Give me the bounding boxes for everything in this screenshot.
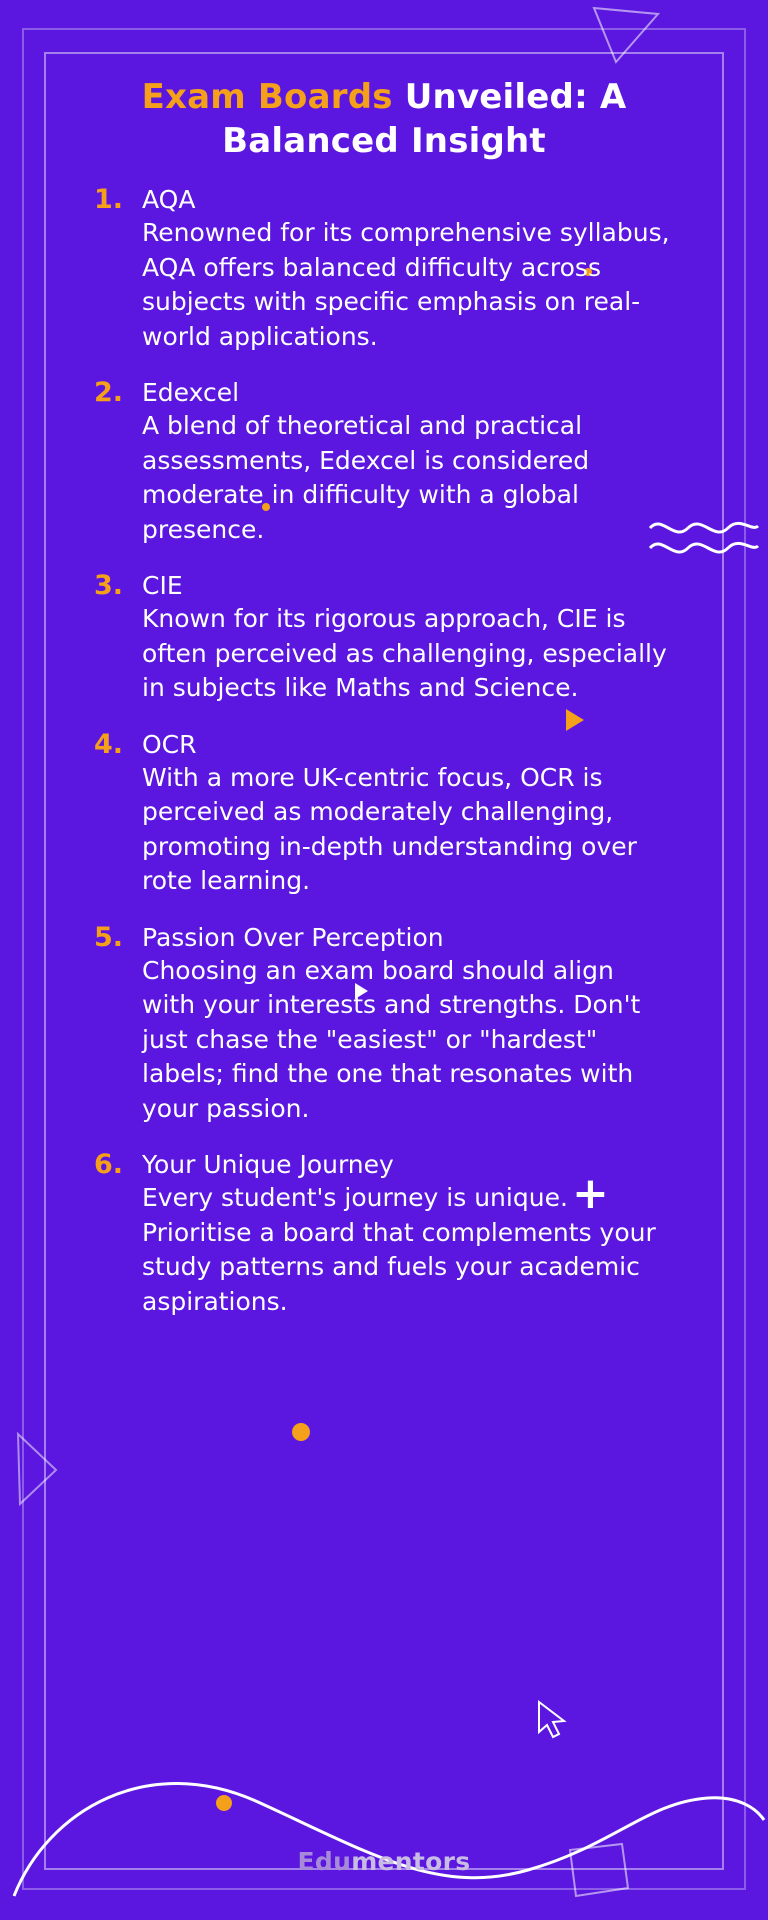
list-item-number: 6.: [94, 1149, 124, 1181]
list-item-title: Passion Over Perception: [142, 922, 444, 952]
cursor-arrow-icon: [535, 1700, 569, 1744]
page-title: [70, 60, 698, 169]
list-item-title: AQA: [142, 185, 196, 215]
list-item-description: Known for its rigorous approach, CIE is often perceived as challenging, especially in subjects like Maths and Science.: [142, 604, 667, 703]
list-item-description: Every student's journey is unique. Prioritise a board that complements your study patterns and fuels your academic aspirations.: [142, 1183, 656, 1316]
list-item: [88, 376, 670, 547]
tips-list: [70, 183, 698, 1319]
dot-decoration: [292, 1423, 310, 1441]
list-item-title: Edexcel: [142, 378, 240, 408]
list-item-description: A blend of theoretical and practical assessments, Edexcel is considered moderate in difficulty with a global presence.: [142, 411, 590, 544]
triangle-outline-left-icon: [14, 1430, 60, 1508]
list-item-description: Renowned for its comprehensive syllabus, AQA offers balanced difficulty across subjects with specific emphasis on real-world applications.: [142, 218, 670, 351]
brand-part-two: mentors: [351, 1847, 471, 1876]
list-item-description: With a more UK-centric focus, OCR is perceived as moderately challenging, promoting in-depth understanding over rote learning.: [142, 762, 637, 896]
brand-logo: [0, 1847, 768, 1876]
list-item: [88, 569, 670, 706]
list-item-number: 3.: [94, 570, 124, 602]
plus-icon: +: [572, 1168, 609, 1219]
title-highlight: Exam Boards: [141, 77, 393, 117]
title-rest: Unveiled: A Balanced Insight: [222, 77, 627, 161]
list-item-number: 5.: [94, 921, 124, 953]
list-item-title: CIE: [142, 571, 183, 601]
dot-decoration: [216, 1795, 232, 1811]
list-item-title: Your Unique Journey: [142, 1150, 394, 1180]
poster-content: [70, 60, 698, 1341]
list-item: [88, 183, 670, 354]
list-item: [88, 921, 670, 1127]
list-item-number: 4.: [94, 728, 124, 760]
list-item: [88, 1148, 670, 1319]
list-item-title: OCR: [142, 729, 197, 759]
list-item-description: Choosing an exam board should align with your interests and strengths. Don't just chase the "easiest" or "hardest" labels; find the one that resonates with your passion.: [142, 955, 641, 1123]
brand-part-one: Edu: [297, 1847, 352, 1876]
list-item-number: 1.: [94, 184, 124, 216]
list-item: [88, 728, 670, 899]
list-item-number: 2.: [94, 377, 124, 409]
